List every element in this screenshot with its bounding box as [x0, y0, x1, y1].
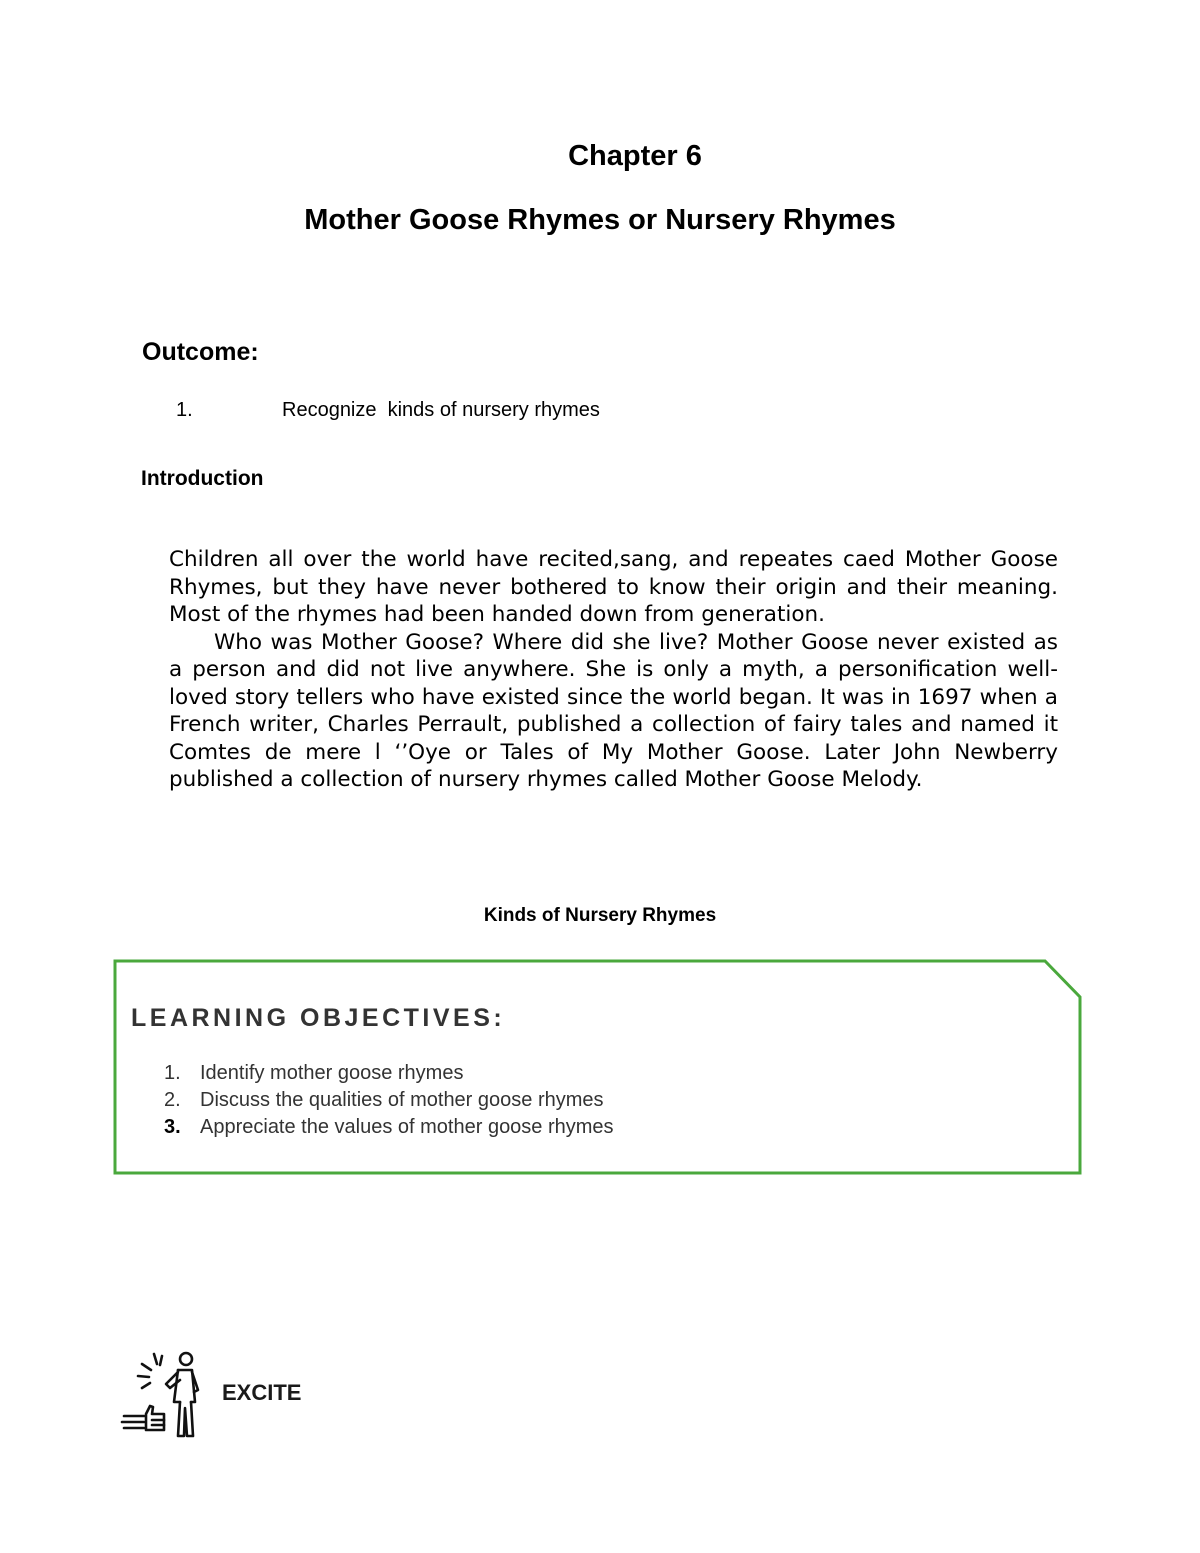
excite-label: EXCITE [222, 1380, 302, 1405]
introduction-paragraph: Children all over the world have recited,sang, and repeates caed Mother Goose Rhymes, but they have never bothered to know their origin and their meaning. Most of the rhymes had been handed down from generation. [169, 547, 1058, 627]
list-item-number: 3. [164, 1116, 181, 1138]
list-item [164, 1087, 614, 1114]
chapter-number: Chapter 6 [568, 140, 702, 172]
kinds-heading: Kinds of Nursery Rhymes [483, 905, 717, 926]
list-item-text: Discuss the qualities of mother goose rhymes [200, 1089, 604, 1111]
list-item-text: Identify mother goose rhymes [200, 1062, 464, 1084]
list-item-text: Appreciate the values of mother goose rhymes [200, 1116, 614, 1138]
list-item [164, 1114, 614, 1141]
introduction-heading: Introduction [141, 467, 264, 490]
introduction-body [169, 546, 1058, 794]
outcome-item-number: 1. [176, 399, 193, 421]
outcome-heading: Outcome: [142, 338, 259, 366]
outcome-item-text: Recognize kinds of nursery rhymes [282, 399, 600, 421]
list-item-number: 2. [164, 1089, 181, 1111]
page-title: Mother Goose Rhymes or Nursery Rhymes [304, 204, 896, 236]
introduction-paragraph: Who was Mother Goose? Where did she live? Mother Goose never existed as a person and did not live anywhere. She is only a myth, a personification well-loved story tellers who have existed since the world began. It was in 1697 when a French writer, Charles Perrault, published a collection of fairy tales and named it Comtes de mere l ‘’Oye or Tales of My Mother Goose. Later John Newberry published a collection of nursery rhymes called Mother Goose Melody. [169, 629, 1058, 792]
learning-objectives-list [164, 1060, 614, 1141]
learning-objectives-heading: LEARNING OBJECTIVES: [131, 1004, 506, 1032]
list-item [164, 1060, 614, 1087]
list-item-number: 1. [164, 1062, 181, 1084]
excite-person-icon [120, 1350, 208, 1440]
